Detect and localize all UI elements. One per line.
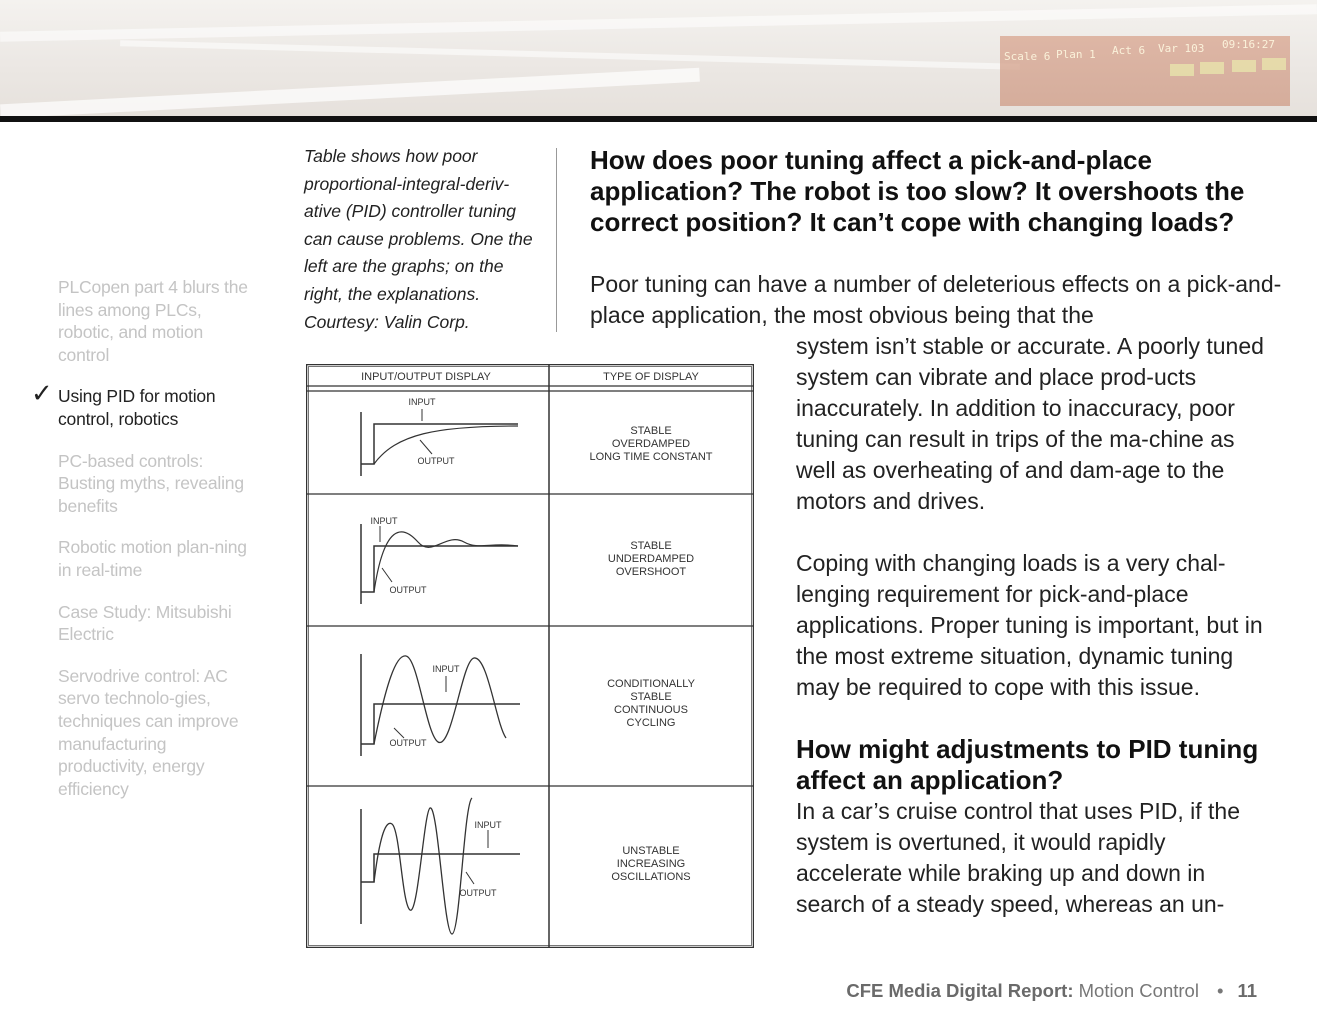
input-label: INPUT bbox=[408, 397, 436, 407]
caption-divider bbox=[556, 148, 557, 332]
sidebar-item-label: Using PID for motion control, robotics bbox=[58, 386, 216, 429]
pid-response-table bbox=[306, 364, 754, 948]
page-number: 11 bbox=[1237, 980, 1257, 1001]
type-line: OVERDAMPED bbox=[611, 438, 691, 450]
type-line: STABLE bbox=[630, 540, 672, 552]
scoreboard-text: Act 6 bbox=[1112, 44, 1146, 57]
output-label: OUTPUT bbox=[459, 888, 497, 898]
body-paragraph: Poor tuning can have a number of deleterious effects on a pick-and-place application, the most obvious being that the bbox=[590, 271, 1282, 328]
scoreboard-text: 09:16:27 bbox=[1222, 38, 1275, 51]
sidebar-item-label: Robotic motion plan-ning in real-time bbox=[58, 537, 247, 580]
body-paragraph: system isn’t stable or accurate. A poorly tuned system can vibrate and place prod-ucts inaccurately. In addition to inaccuracy, poor tuning can result in trips of the ma-chine as well as overheating of and dam-age to the motors and drives. bbox=[796, 333, 1264, 514]
sidebar-item-pc-controls[interactable] bbox=[58, 450, 248, 518]
sidebar-toc bbox=[31, 276, 248, 819]
type-line: CYCLING bbox=[626, 717, 676, 729]
sidebar-item-label: PC-based controls: Busting myths, revealing benefits bbox=[58, 450, 244, 516]
table-header: INPUT/OUTPUT DISPLAY bbox=[361, 371, 491, 383]
figure-caption: Table shows how poor proportional-integral-deriv-ative (PID) controller tuning can cause problems. One the left are the graphs; on the right, the explanations. Courtesy: Valin Corp. bbox=[304, 146, 533, 332]
sidebar-item-case-study[interactable] bbox=[58, 601, 248, 646]
type-line: CONTINUOUS bbox=[614, 704, 688, 716]
body-paragraph: In a car’s cruise control that uses PID, if the system is overtuned, it would rapidly accelerate while braking up and down in search of a steady speed, whereas an un- bbox=[796, 798, 1241, 917]
publication-name: CFE Media Digital Report: bbox=[846, 980, 1074, 1001]
output-label: OUTPUT bbox=[417, 456, 455, 466]
type-line: CONDITIONALLY bbox=[607, 678, 695, 690]
page-footer bbox=[846, 980, 1257, 1002]
header-banner-photo bbox=[0, 0, 1317, 116]
type-line: OSCILLATIONS bbox=[611, 871, 691, 883]
body-paragraph: Coping with changing loads is a very chal-lenging requirement for pick-and-place applications. Proper tuning is important, but in the most extreme situation, dynamic tuning may be required to cope with this issue. bbox=[796, 550, 1263, 700]
type-line: OVERSHOOT bbox=[615, 566, 687, 578]
input-label: INPUT bbox=[474, 820, 502, 830]
type-line: LONG TIME CONSTANT bbox=[589, 451, 713, 463]
header-divider bbox=[0, 116, 1317, 122]
scoreboard-text: Plan 1 bbox=[1056, 48, 1096, 61]
article-column bbox=[796, 331, 1276, 920]
input-label: INPUT bbox=[432, 664, 460, 674]
output-label: OUTPUT bbox=[389, 585, 427, 595]
type-line: UNDERDAMPED bbox=[607, 553, 695, 565]
type-line: STABLE bbox=[630, 425, 672, 437]
scoreboard-display bbox=[1000, 36, 1290, 106]
scoreboard-text: Scale 6 bbox=[1004, 50, 1051, 63]
scoreboard-text: Var 103 bbox=[1158, 42, 1205, 55]
separator-bullet: • bbox=[1216, 980, 1224, 1001]
output-label: OUTPUT bbox=[389, 738, 427, 748]
sidebar-item-pid-motion[interactable] bbox=[31, 378, 248, 430]
table-header: TYPE OF DISPLAY bbox=[603, 371, 699, 383]
type-line: UNSTABLE bbox=[622, 845, 680, 857]
type-line: STABLE bbox=[630, 691, 672, 703]
input-label: INPUT bbox=[370, 516, 398, 526]
sidebar-item-label: PLCopen part 4 blurs the lines among PLCs, robotic, and motion control bbox=[58, 277, 248, 365]
sidebar-item-label: Case Study: Mitsubishi Electric bbox=[58, 601, 232, 645]
type-line: INCREASING bbox=[616, 858, 686, 870]
checkmark-icon: ✓ bbox=[31, 378, 53, 409]
display-type-unstable bbox=[611, 845, 690, 883]
question-heading: How might adjustments to PID tuning affect an application? bbox=[796, 734, 1259, 795]
sidebar-item-label: Servodrive control: AC servo technolo-gies, techniques can improve manufacturing productivity, energy efficiency bbox=[58, 665, 239, 799]
sidebar-item-plcopen[interactable] bbox=[58, 276, 248, 366]
sidebar-item-servodrive[interactable] bbox=[58, 665, 248, 801]
question-heading: How does poor tuning affect a pick-and-place application? The robot is too slow? It overshoots the correct position? It can’t cope with changing loads? bbox=[590, 145, 1245, 237]
sidebar-item-robotic-planning[interactable] bbox=[58, 536, 248, 581]
section-name: Motion Control bbox=[1078, 980, 1199, 1001]
